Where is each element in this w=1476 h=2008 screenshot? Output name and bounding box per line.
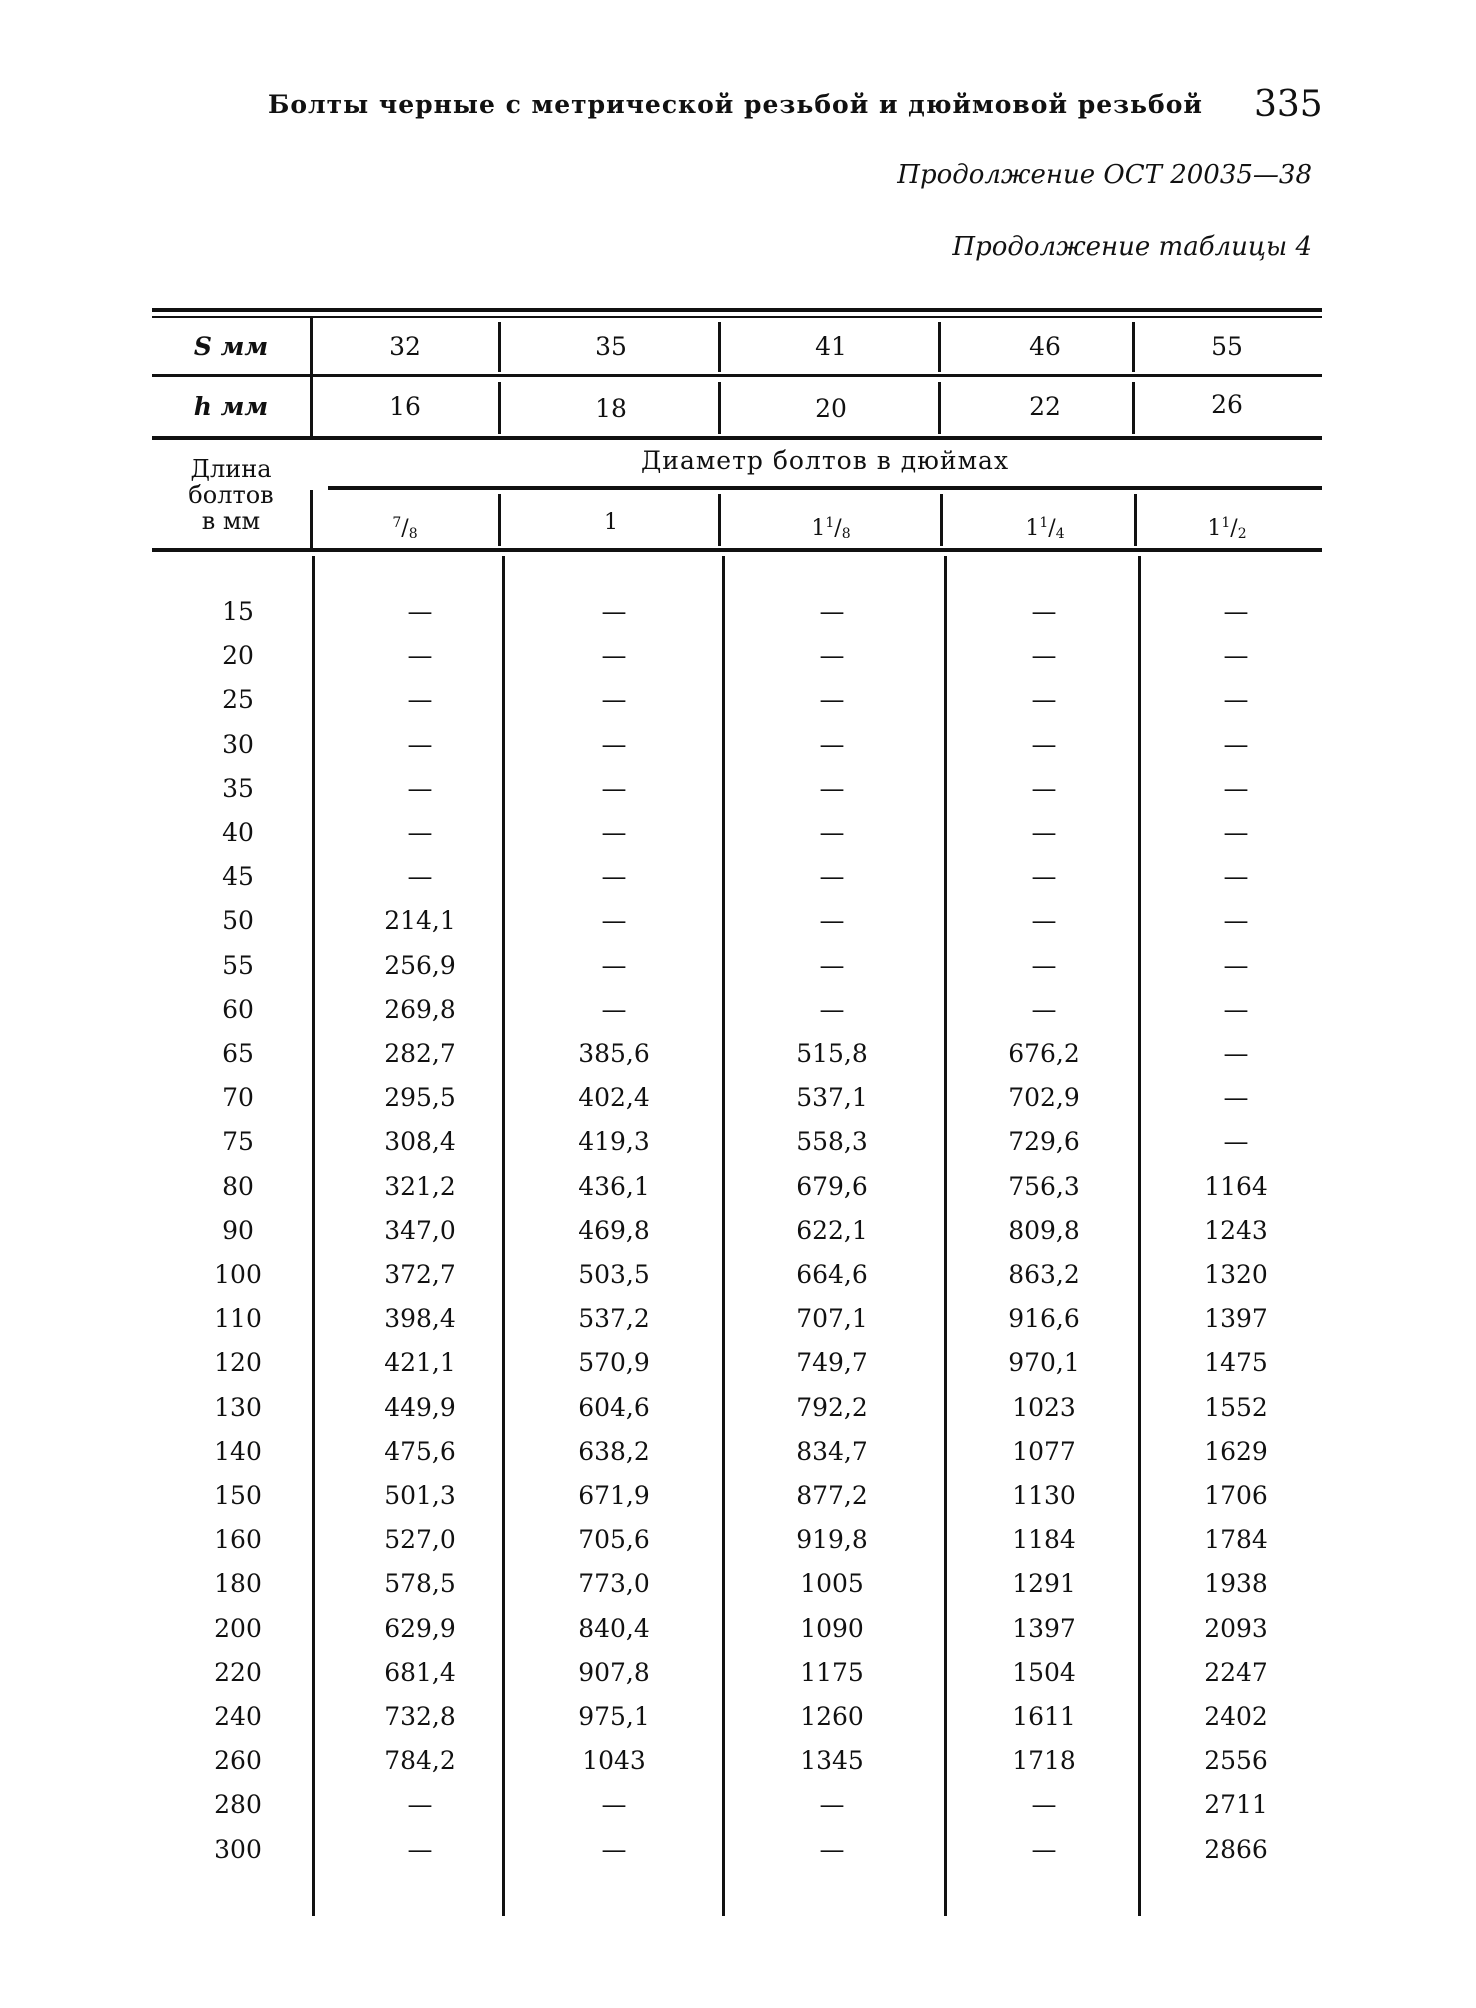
value-cell: — — [1223, 1083, 1249, 1113]
table-row — [0, 1835, 1476, 1879]
value-cell: 570,9 — [578, 1348, 650, 1378]
length-cell: 180 — [214, 1569, 262, 1599]
diameter-whole: 1 — [1025, 516, 1040, 541]
value-cell: 295,5 — [384, 1083, 456, 1113]
value-cell: 1291 — [1012, 1569, 1076, 1599]
value-cell: 402,4 — [578, 1083, 650, 1113]
value-cell: — — [407, 597, 433, 626]
value-cell: 421,1 — [384, 1348, 456, 1378]
length-cell: 100 — [214, 1260, 262, 1289]
table-row — [0, 1393, 1476, 1437]
value-cell: — — [1223, 685, 1249, 715]
value-cell: 1090 — [800, 1613, 864, 1643]
value-cell: 749,7 — [796, 1348, 868, 1378]
value-cell: — — [601, 685, 627, 715]
value-cell: — — [819, 641, 845, 671]
value-cell: 916,6 — [1008, 1304, 1080, 1334]
table-row — [0, 730, 1476, 774]
length-cell: 30 — [222, 729, 254, 759]
table-row — [0, 1525, 1476, 1569]
value-cell: 398,4 — [384, 1304, 456, 1334]
value-cell: 449,9 — [384, 1392, 456, 1422]
s-row-rule — [152, 374, 1322, 377]
length-label-line: в мм — [201, 507, 261, 535]
value-cell: 1938 — [1204, 1569, 1268, 1599]
value-cell: 2556 — [1204, 1746, 1268, 1776]
diameter-numerator: 1 — [1221, 515, 1231, 531]
value-cell: 756,3 — [1008, 1171, 1080, 1201]
value-cell: 707,1 — [796, 1304, 868, 1334]
value-cell: 436,1 — [578, 1171, 650, 1201]
length-cell: 110 — [214, 1304, 262, 1334]
value-cell: 527,0 — [384, 1525, 456, 1555]
diameter-cell: $^7/_8$ — [392, 515, 418, 542]
value-cell: — — [1223, 1039, 1249, 1068]
value-cell: 256,9 — [384, 950, 456, 980]
length-cell: 80 — [222, 1171, 254, 1201]
table-top-rule — [152, 308, 1322, 312]
value-cell: — — [407, 685, 433, 715]
value-cell: 919,8 — [796, 1525, 868, 1555]
length-cell: 55 — [222, 950, 254, 980]
table-row — [0, 685, 1476, 729]
value-cell: — — [819, 597, 845, 626]
value-cell: 1077 — [1012, 1436, 1076, 1466]
s-value: 32 — [389, 332, 421, 361]
value-cell: 679,6 — [796, 1171, 868, 1201]
value-cell: 503,5 — [578, 1260, 650, 1289]
value-cell: 1005 — [800, 1569, 864, 1599]
value-cell: 773,0 — [578, 1569, 650, 1599]
value-cell: — — [819, 994, 845, 1024]
value-cell: 975,1 — [578, 1702, 650, 1731]
value-cell: — — [601, 950, 627, 980]
length-cell: 35 — [222, 773, 254, 803]
length-cell: 65 — [222, 1039, 254, 1068]
value-cell: 385,6 — [578, 1039, 650, 1068]
table-row — [0, 1260, 1476, 1304]
value-cell: — — [819, 906, 845, 936]
value-cell: 1184 — [1012, 1525, 1076, 1555]
s-value: 46 — [1029, 332, 1061, 361]
value-cell: — — [1031, 906, 1057, 936]
value-cell: 501,3 — [384, 1481, 456, 1510]
value-cell: — — [1031, 641, 1057, 671]
value-cell: 907,8 — [578, 1657, 650, 1687]
value-cell: 1397 — [1204, 1304, 1268, 1334]
value-cell: — — [819, 1834, 845, 1864]
table-row — [0, 818, 1476, 862]
length-cell: 160 — [214, 1525, 262, 1555]
length-cell: 120 — [214, 1348, 262, 1378]
length-cell: 150 — [214, 1481, 262, 1510]
value-cell: — — [601, 862, 627, 892]
value-cell: — — [601, 906, 627, 936]
table-row — [0, 951, 1476, 995]
length-cell: 25 — [222, 685, 254, 715]
value-cell: 1043 — [582, 1746, 646, 1776]
length-cell: 60 — [222, 994, 254, 1024]
s-value: 55 — [1211, 332, 1243, 361]
h-value: 20 — [815, 394, 847, 423]
value-cell: 1552 — [1204, 1392, 1268, 1422]
table-row — [0, 774, 1476, 818]
value-cell: 681,4 — [384, 1657, 456, 1687]
diameter-denominator: 8 — [841, 526, 851, 542]
value-cell: 732,8 — [384, 1702, 456, 1731]
header-col-sep — [938, 382, 941, 434]
table-row — [0, 1569, 1476, 1613]
diameter-numerator: 1 — [1039, 515, 1049, 531]
value-cell: 1504 — [1012, 1657, 1076, 1687]
value-cell: 1320 — [1204, 1260, 1268, 1289]
header-col-sep — [718, 382, 721, 434]
value-cell: 2866 — [1204, 1834, 1268, 1864]
value-cell: — — [1031, 1790, 1057, 1820]
h-value: 18 — [595, 394, 627, 423]
value-cell: 970,1 — [1008, 1348, 1080, 1378]
diameter-whole: 1 — [811, 516, 826, 541]
value-cell: — — [819, 818, 845, 847]
header-col-sep — [310, 318, 313, 438]
value-cell: — — [819, 950, 845, 980]
value-cell: 1718 — [1012, 1746, 1076, 1776]
value-cell: — — [407, 1834, 433, 1864]
table-row — [0, 1083, 1476, 1127]
value-cell: 840,4 — [578, 1613, 650, 1643]
length-label-line: болтов — [188, 481, 274, 509]
value-cell: 671,9 — [578, 1481, 650, 1510]
value-cell: 809,8 — [1008, 1215, 1080, 1245]
value-cell: 784,2 — [384, 1746, 456, 1776]
table-row — [0, 597, 1476, 641]
h-label: h мм — [193, 392, 269, 421]
length-cell: 70 — [222, 1083, 254, 1113]
length-cell: 15 — [222, 597, 254, 626]
value-cell: 1260 — [800, 1702, 864, 1731]
value-cell: 1164 — [1204, 1171, 1268, 1201]
length-cell: 140 — [214, 1436, 262, 1466]
diameter-header-rule — [328, 486, 1322, 490]
page-title: Болты черные с метрической резьбой и дюймовой резьбой — [268, 90, 1203, 119]
value-cell: — — [1031, 685, 1057, 715]
standard-continuation: Продолжение ОСТ 20035—38 — [897, 160, 1312, 190]
table-row — [0, 1039, 1476, 1083]
value-cell: 578,5 — [384, 1569, 456, 1599]
value-cell: — — [819, 685, 845, 715]
header-col-sep — [310, 490, 313, 548]
header-col-sep — [1132, 322, 1135, 372]
header-col-sep — [718, 494, 721, 546]
diameter-header: Диаметр болтов в дюймах — [640, 446, 1010, 475]
table-row — [0, 1702, 1476, 1746]
value-cell: — — [1223, 1127, 1249, 1157]
length-cell: 130 — [214, 1392, 262, 1422]
header-col-sep — [498, 382, 501, 434]
value-cell: — — [819, 729, 845, 759]
diameter-denominator: 2 — [1237, 526, 1247, 542]
length-cell: 240 — [214, 1702, 262, 1731]
page-number: 335 — [1254, 84, 1323, 125]
diameter-cell — [536, 508, 686, 538]
s-value: 41 — [815, 332, 847, 361]
value-cell: 638,2 — [578, 1436, 650, 1466]
value-cell: — — [819, 1790, 845, 1820]
value-cell: 629,9 — [384, 1613, 456, 1643]
diameter-whole: 1 — [1207, 516, 1222, 541]
value-cell: 321,2 — [384, 1171, 456, 1201]
s-label: S мм — [193, 332, 269, 361]
value-cell: — — [1223, 818, 1249, 847]
diameter-cell: $1^1/_2$ — [1207, 515, 1247, 542]
value-cell: 2093 — [1204, 1613, 1268, 1643]
value-cell: — — [819, 773, 845, 803]
value-cell: — — [1223, 729, 1249, 759]
value-cell: 537,2 — [578, 1304, 650, 1334]
value-cell: 664,6 — [796, 1260, 868, 1289]
value-cell: 604,6 — [578, 1392, 650, 1422]
table-row — [0, 1172, 1476, 1216]
value-cell: — — [1031, 994, 1057, 1024]
value-cell: — — [1223, 906, 1249, 936]
table-row — [0, 1614, 1476, 1658]
header-bottom-rule — [152, 548, 1322, 552]
value-cell: — — [1223, 597, 1249, 626]
h-value: 16 — [389, 392, 421, 421]
value-cell: 347,0 — [384, 1215, 456, 1245]
length-cell: 50 — [222, 906, 254, 936]
value-cell: — — [601, 1834, 627, 1864]
value-cell: — — [1223, 994, 1249, 1024]
value-cell: 214,1 — [384, 906, 456, 936]
length-cell: 200 — [214, 1613, 262, 1643]
table-row — [0, 1790, 1476, 1834]
value-cell: — — [1031, 862, 1057, 892]
value-cell: 1475 — [1204, 1348, 1268, 1378]
value-cell: — — [1031, 773, 1057, 803]
value-cell: 792,2 — [796, 1392, 868, 1422]
header-col-sep — [498, 494, 501, 546]
value-cell: 2247 — [1204, 1657, 1268, 1687]
value-cell: — — [1223, 862, 1249, 892]
table-row — [0, 1658, 1476, 1702]
length-cell: 45 — [222, 862, 254, 892]
table-row — [0, 1348, 1476, 1392]
value-cell: 863,2 — [1008, 1260, 1080, 1289]
s-value: 35 — [595, 332, 627, 361]
table-row — [0, 1481, 1476, 1525]
value-cell: 2402 — [1204, 1702, 1268, 1731]
length-cell: 260 — [214, 1746, 262, 1776]
value-cell: 1130 — [1012, 1481, 1076, 1510]
length-label-line: Длина — [190, 455, 272, 483]
value-cell: 1243 — [1204, 1215, 1268, 1245]
diameter-cell: $1^1/_4$ — [1025, 515, 1065, 542]
table-row — [0, 1746, 1476, 1790]
value-cell: — — [601, 818, 627, 847]
value-cell: 705,6 — [578, 1525, 650, 1555]
diameter-denominator: 4 — [1055, 526, 1065, 542]
table-top-rule-thin — [152, 316, 1322, 318]
value-cell: — — [601, 1790, 627, 1820]
value-cell: — — [407, 818, 433, 847]
length-cell: 300 — [214, 1834, 262, 1864]
length-cell: 90 — [222, 1215, 254, 1245]
diameter-numerator: 1 — [825, 515, 835, 531]
length-cell: 40 — [222, 818, 254, 847]
table-row — [0, 1127, 1476, 1171]
diameter-denominator: 8 — [408, 526, 418, 542]
value-cell: — — [1223, 641, 1249, 671]
value-cell: 1397 — [1012, 1613, 1076, 1643]
value-cell: 419,3 — [578, 1127, 650, 1157]
value-cell: 1023 — [1012, 1392, 1076, 1422]
table-row — [0, 1304, 1476, 1348]
value-cell: — — [407, 641, 433, 671]
value-cell: 558,3 — [796, 1127, 868, 1157]
value-cell: 2711 — [1204, 1790, 1268, 1820]
header-col-sep — [938, 322, 941, 372]
length-cell: 75 — [222, 1127, 254, 1157]
table-row — [0, 995, 1476, 1039]
value-cell: — — [1031, 818, 1057, 847]
value-cell: 269,8 — [384, 994, 456, 1024]
diameter-whole: 1 — [604, 510, 618, 535]
value-cell: 702,9 — [1008, 1083, 1080, 1113]
diameter-cell: $1^1/_8$ — [811, 515, 851, 542]
value-cell: — — [601, 597, 627, 626]
value-cell: — — [601, 773, 627, 803]
value-cell: 1706 — [1204, 1481, 1268, 1510]
value-cell: 308,4 — [384, 1127, 456, 1157]
value-cell: — — [601, 641, 627, 671]
table-row — [0, 862, 1476, 906]
table-continuation: Продолжение таблицы 4 — [952, 232, 1312, 262]
header-col-sep — [1132, 382, 1135, 434]
value-cell: — — [1031, 729, 1057, 759]
value-cell: 1784 — [1204, 1525, 1268, 1555]
h-value: 22 — [1029, 392, 1061, 421]
value-cell: 676,2 — [1008, 1039, 1080, 1068]
diameter-numerator: 7 — [392, 515, 402, 531]
value-cell: 282,7 — [384, 1039, 456, 1068]
value-cell: — — [1031, 1834, 1057, 1864]
table-row — [0, 1437, 1476, 1481]
length-cell: 280 — [214, 1790, 262, 1820]
table-row — [0, 641, 1476, 685]
table-row — [0, 906, 1476, 950]
value-cell: — — [601, 729, 627, 759]
value-cell: 1345 — [800, 1746, 864, 1776]
value-cell: — — [407, 773, 433, 803]
table-row — [0, 1216, 1476, 1260]
value-cell: 834,7 — [796, 1436, 868, 1466]
value-cell: 1611 — [1012, 1702, 1076, 1731]
value-cell: — — [1223, 773, 1249, 803]
value-cell: — — [407, 862, 433, 892]
value-cell: 622,1 — [796, 1215, 868, 1245]
value-cell: 469,8 — [578, 1215, 650, 1245]
h-value: 26 — [1211, 390, 1243, 419]
value-cell: 537,1 — [796, 1083, 868, 1113]
header-col-sep — [940, 494, 943, 546]
value-cell: 515,8 — [796, 1039, 868, 1068]
value-cell: — — [1223, 950, 1249, 980]
h-row-rule — [152, 436, 1322, 440]
header-col-sep — [498, 322, 501, 372]
value-cell: 372,7 — [384, 1260, 456, 1289]
value-cell: — — [1031, 950, 1057, 980]
value-cell: 475,6 — [384, 1436, 456, 1466]
value-cell: — — [407, 1790, 433, 1820]
header-col-sep — [718, 322, 721, 372]
value-cell: 877,2 — [796, 1481, 868, 1510]
value-cell: 1175 — [800, 1657, 864, 1687]
value-cell: — — [407, 729, 433, 759]
value-cell: — — [1031, 597, 1057, 626]
value-cell: — — [601, 994, 627, 1024]
value-cell: — — [819, 862, 845, 892]
value-cell: 729,6 — [1008, 1127, 1080, 1157]
length-cell: 20 — [222, 641, 254, 671]
length-cell: 220 — [214, 1657, 262, 1687]
header-col-sep — [1134, 494, 1137, 546]
value-cell: 1629 — [1204, 1436, 1268, 1466]
